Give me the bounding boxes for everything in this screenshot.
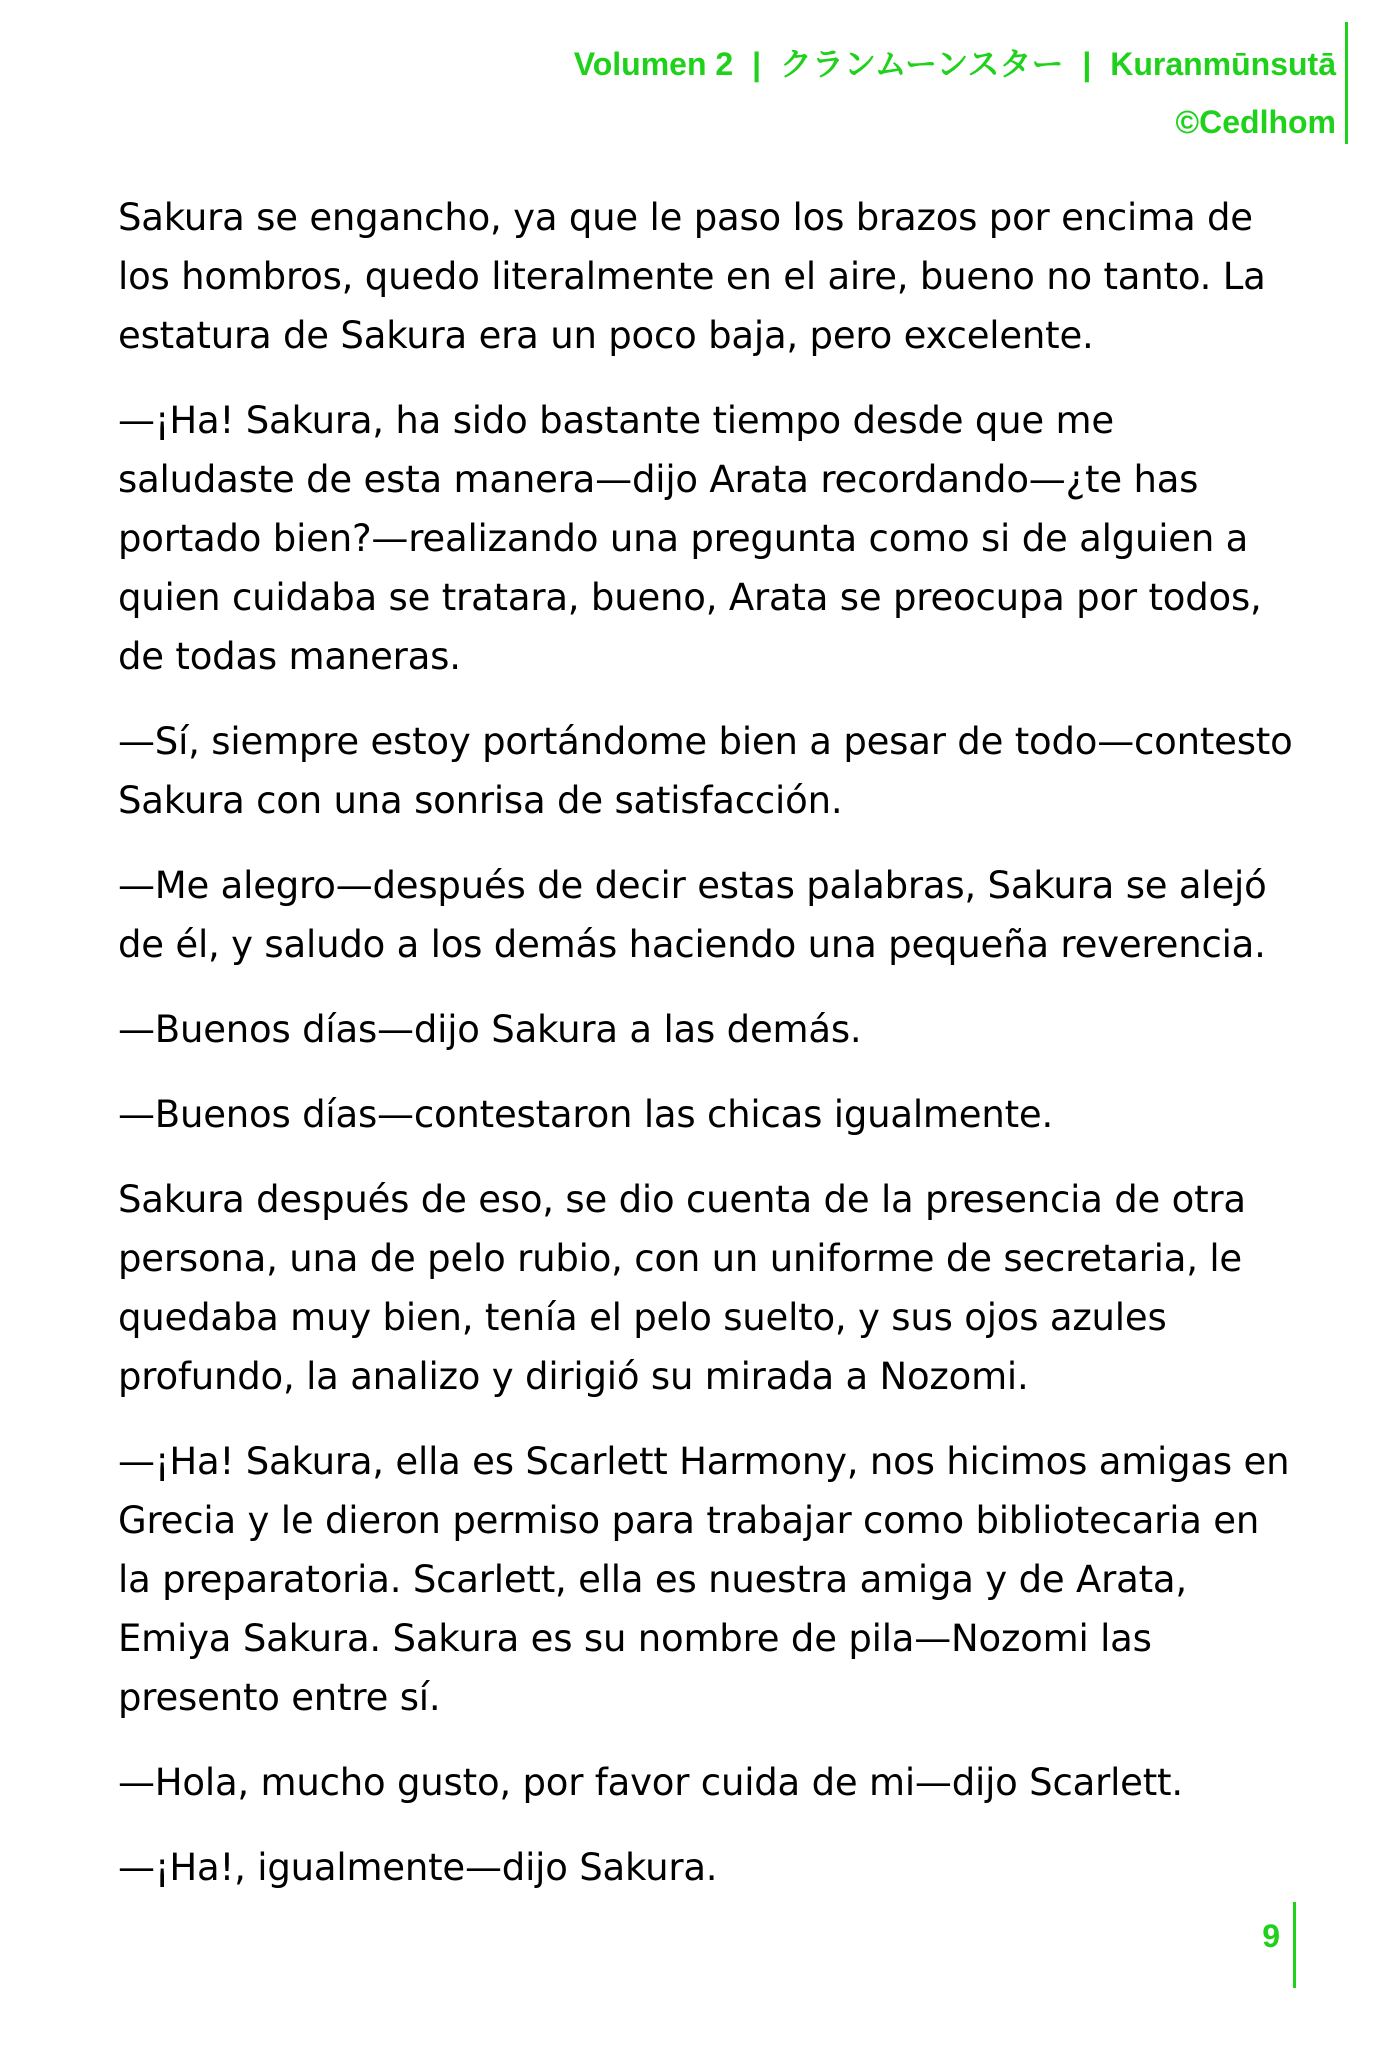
paragraph: —¡Ha! Sakura, ella es Scarlett Harmony, nos hicimos amigas en Grecia y le dieron permiso para trabajar como bibliotecaria en la preparatoria. Scarlett, ella es nuestra amiga y de Arata, Emiya Sakura. Sakura es su nombre de pila—Nozomi las presento entre sí. xyxy=(118,1440,1290,1719)
paragraph: —Sí, siempre estoy portándome bien a pesar de todo—contesto Sakura con una sonrisa de satisfacción. xyxy=(118,720,1293,822)
footer-vertical-rule xyxy=(1293,1902,1296,1988)
paragraph: —¡Ha!, igualmente—dijo Sakura. xyxy=(118,1846,718,1889)
paragraph: —¡Ha! Sakura, ha sido bastante tiempo desde que me saludaste de esta manera—dijo Arata recordando—¿te has portado bien?—realizando una pregunta como si de alguien a quien cuidaba se tratara, bueno, Arata se preocupa por todos, de todas maneras. xyxy=(118,399,1262,678)
paragraph: —Buenos días—contestaron las chicas igualmente. xyxy=(118,1093,1054,1136)
header-japanese-title: クランムーンスター xyxy=(779,46,1064,82)
header-copyright: ©Cedlhom xyxy=(1175,104,1336,140)
body-text xyxy=(118,188,1298,1923)
paragraph: —Hola, mucho gusto, por favor cuida de mi—dijo Scarlett. xyxy=(118,1761,1183,1804)
header-romaji-title: Kuranmūnsutā xyxy=(1110,46,1336,82)
page-number: 9 xyxy=(1262,1918,1280,1954)
paragraph: —Buenos días—dijo Sakura a las demás. xyxy=(118,1008,862,1051)
header-separator-2: | xyxy=(1082,46,1092,82)
paragraph: —Me alegro—después de decir estas palabras, Sakura se alejó de él, y saludo a los demás haciendo una pequeña reverencia. xyxy=(118,864,1267,966)
paragraph: Sakura después de eso, se dio cuenta de la presencia de otra persona, una de pelo rubio, con un uniforme de secretaria, le quedaba muy bien, tenía el pelo suelto, y sus ojos azules profundo, la analizo y dirigió su mirada a Nozomi. xyxy=(118,1178,1246,1398)
header-vertical-rule xyxy=(1345,22,1348,144)
header-volume: Volumen 2 xyxy=(573,46,734,82)
header-title-line xyxy=(516,40,1336,88)
header-separator-1: | xyxy=(752,46,762,82)
paragraph: Sakura se engancho, ya que le paso los brazos por encima de los hombros, quedo literalmente en el aire, bueno no tanto. La estatura de Sakura era un poco baja, pero excelente. xyxy=(118,196,1266,357)
page-header xyxy=(516,40,1336,146)
